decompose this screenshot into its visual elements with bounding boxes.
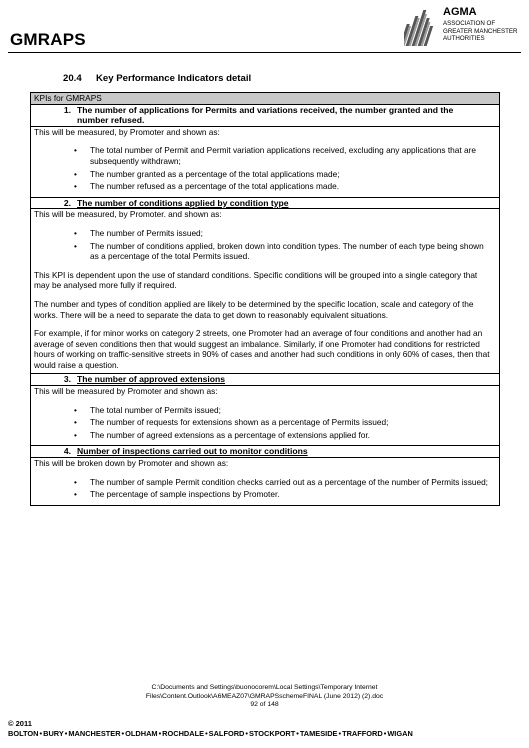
kpi-heading-row: [31, 446, 500, 458]
kpi-body: [31, 126, 500, 197]
logo-subtitle-line: AUTHORITIES: [443, 35, 485, 43]
list-item: • The percentage of sample inspections by Promoter.: [34, 489, 496, 500]
town-name: WIGAN: [387, 729, 413, 738]
bullet-separator: •: [338, 729, 342, 738]
kpi-body-row: [31, 386, 500, 446]
kpi-heading-row: [31, 197, 500, 209]
town-name: TRAFFORD: [342, 729, 383, 738]
table-caption-row: [31, 93, 500, 105]
kpi-heading-row: [31, 104, 500, 126]
document-header-title: GMRAPS: [10, 30, 86, 49]
table-caption: KPIs for GMRAPS: [31, 93, 500, 105]
kpi-heading: [31, 374, 500, 386]
kpi-paragraph: For example, if for minor works on category 2 streets, one Promoter had an average of four conditions and another had an average of seven conditions then that would suggest an imbalance. Similarly, if one Promoter had conditions for restricted hours of working on traffic-sensitive streets in 90% of cases and another had such conditions in only 60% of cases, then that would raise a question.: [34, 328, 490, 370]
section-heading: [63, 73, 251, 84]
kpi-number: 1.: [63, 104, 71, 115]
section-number: 20.4: [63, 73, 82, 84]
bullet-separator: •: [296, 729, 299, 738]
kpi-paragraph: The number and types of condition applied are likely to be determined by the specific location, scale and category of the works. There will be a need to separate the data to get down to reasonably equivalent situations.: [34, 298, 474, 320]
kpi-number: 2.: [63, 197, 71, 208]
agma-emblem-icon: [404, 8, 438, 48]
agma-logo: [404, 6, 522, 52]
footer-towns: [8, 729, 413, 738]
logo-subtitle-line: GREATER MANCHESTER: [443, 27, 518, 35]
kpi-heading: [31, 446, 500, 458]
kpi-number: 3.: [63, 374, 71, 385]
kpi-bullet-list: [34, 477, 496, 500]
bullet-separator: •: [121, 729, 125, 738]
footer-path-line: Files\Content.Outlook\A6MEAZ07\GMRAPSschemeFINAL (June 2012) (2).doc: [145, 692, 384, 700]
kpi-bullet-list: [34, 405, 496, 441]
kpi-title: The number of conditions applied by condition type: [77, 197, 289, 208]
kpi-heading: [31, 197, 500, 209]
kpi-paragraph: This KPI is dependent upon the use of standard conditions. Specific conditions will be grouped into a single category that may be analysed more fully if required.: [34, 269, 478, 291]
bullet-separator: •: [205, 729, 208, 738]
town-name: SALFORD: [208, 729, 245, 738]
kpi-body-row: [31, 126, 500, 197]
page-number: 92 of 148: [250, 701, 279, 708]
bullet-separator: •: [245, 729, 248, 738]
bullet-separator: •: [39, 729, 43, 738]
kpi-heading-row: [31, 374, 500, 386]
town-name: TAMESIDE: [299, 729, 338, 738]
logo-name: AGMA: [443, 6, 477, 18]
list-item: • The total number of Permit and Permit variation applications received, excluding any applications that are subsequently withdrawn;: [34, 145, 496, 166]
list-item: • The total number of Permits issued;: [34, 405, 496, 416]
copyright: © 2011: [8, 719, 32, 728]
footer-file-path: [0, 684, 529, 710]
logo-subtitle-line: ASSOCIATION OF: [443, 20, 496, 27]
kpi-title: Number of inspections carried out to monitor conditions: [77, 446, 308, 457]
kpi-number: 4.: [63, 446, 71, 457]
kpi-intro: This will be measured, by Promoter. and shown as:: [34, 209, 222, 220]
bullet-separator: •: [158, 729, 162, 738]
kpi-body: [31, 386, 500, 446]
kpi-heading: [31, 104, 500, 126]
header-rule: [8, 52, 521, 53]
kpi-title: The number of applications for Permits and variations received, the number granted and the number refused.: [77, 104, 454, 126]
kpi-body: [31, 458, 500, 506]
kpi-body-row: [31, 458, 500, 506]
list-item: • The number of requests for extensions shown as a percentage of Permits issued;: [34, 417, 496, 428]
kpi-body-row: [31, 209, 500, 374]
town-name: MANCHESTER: [68, 729, 121, 738]
kpi-bullet-list: [34, 228, 496, 262]
kpi-body: [31, 209, 500, 374]
kpi-table: [30, 92, 500, 506]
list-item: • The number of conditions applied, broken down into condition types. The number of each type being shown as a percentage of the total Permits issued.: [34, 241, 496, 262]
list-item: • The number of agreed extensions as a percentage of extensions applied for.: [34, 430, 496, 441]
town-name: ROCHDALE: [162, 729, 205, 738]
section-title: Key Performance Indicators detail: [96, 73, 252, 84]
logo-subtitle: [443, 20, 518, 43]
list-item: • The number refused as a percentage of the total applications made.: [34, 181, 496, 192]
kpi-bullet-list: [34, 145, 496, 191]
list-item: • The number of Permits issued;: [34, 228, 496, 239]
bullet-separator: •: [64, 729, 68, 738]
town-name: BOLTON: [8, 729, 39, 738]
footer-path-line: C:\Documents and Settings\buonocorem\Local Settings\Temporary Internet: [151, 684, 378, 691]
kpi-title: The number of approved extensions: [77, 374, 226, 385]
town-name: OLDHAM: [125, 729, 158, 738]
list-item: • The number granted as a percentage of the total applications made;: [34, 169, 496, 180]
bullet-separator: •: [383, 729, 387, 738]
list-item: • The number of sample Permit condition checks carried out as a percentage of the number of Permits issued;: [34, 477, 496, 488]
kpi-intro: This will be broken down by Promoter and shown as:: [34, 458, 229, 469]
town-name: BURY: [43, 729, 64, 738]
town-name: STOCKPORT: [248, 729, 296, 738]
kpi-intro: This will be measured, by Promoter and shown as:: [34, 126, 220, 137]
kpi-intro: This will be measured by Promoter and shown as:: [34, 386, 218, 397]
